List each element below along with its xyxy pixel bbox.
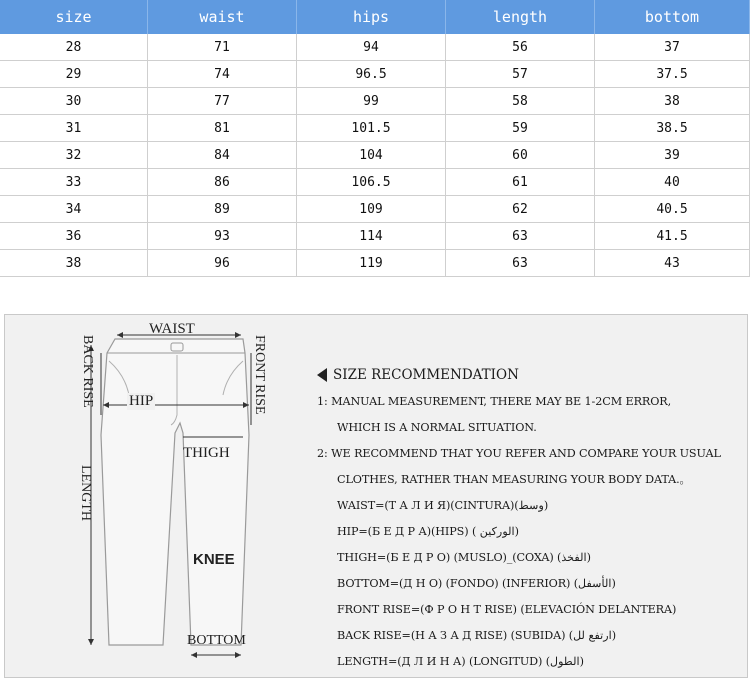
table-cell-waist: 74 (148, 61, 297, 88)
table-cell-hips: 96.5 (297, 61, 446, 88)
table-row (0, 196, 750, 223)
table-cell-bottom: 37.5 (595, 61, 750, 88)
note-1-line-1: 1: MANUAL MEASUREMENT, THERE MAY BE 1-2CM ERROR, (317, 395, 672, 408)
table-header-row (0, 0, 750, 34)
table-row (0, 34, 750, 61)
table-cell-waist: 81 (148, 115, 297, 142)
table-cell-size: 28 (0, 34, 148, 61)
recommendation-title-text: SIZE RECOMMENDATION (333, 367, 519, 383)
size-info-panel (4, 314, 748, 678)
table-cell-length: 63 (446, 250, 595, 277)
table-cell-size: 30 (0, 88, 148, 115)
table-row (0, 223, 750, 250)
table-cell-hips: 99 (297, 88, 446, 115)
table-row (0, 169, 750, 196)
knee-label: KNEE (193, 551, 235, 568)
note-1-line-2: WHICH IS A NORMAL SITUATION. (337, 421, 537, 434)
table-cell-length: 58 (446, 88, 595, 115)
table-cell-hips: 106.5 (297, 169, 446, 196)
size-recommendation (317, 367, 747, 675)
waist-label: WAIST (149, 321, 195, 337)
back-arrow-icon (317, 368, 327, 382)
hip-label: HIP (129, 393, 154, 409)
table-row (0, 115, 750, 142)
term-length: LENGTH=(Д Л И Н А) (LONGITUD) (الطول) (337, 655, 584, 668)
header-length: length (446, 0, 595, 34)
table-cell-bottom: 40 (595, 169, 750, 196)
back-rise-label: BACK RISE (80, 335, 95, 408)
table-cell-hips: 101.5 (297, 115, 446, 142)
table-cell-waist: 93 (148, 223, 297, 250)
table-row (0, 142, 750, 169)
table-row (0, 250, 750, 277)
table-cell-bottom: 37 (595, 34, 750, 61)
table-cell-waist: 86 (148, 169, 297, 196)
table-cell-size: 32 (0, 142, 148, 169)
thigh-label: THIGH (183, 445, 230, 461)
term-bottom: BOTTOM=(Д Н О) (FONDO) (INFERIOR) (الأسفل) (337, 577, 616, 590)
header-hips: hips (297, 0, 446, 34)
table-cell-hips: 109 (297, 196, 446, 223)
table-cell-waist: 89 (148, 196, 297, 223)
table-cell-length: 59 (446, 115, 595, 142)
table-cell-length: 56 (446, 34, 595, 61)
table-cell-hips: 104 (297, 142, 446, 169)
table-body (0, 34, 750, 277)
header-size: size (0, 0, 148, 34)
table-cell-waist: 71 (148, 34, 297, 61)
table-row (0, 88, 750, 115)
pants-outline (101, 339, 249, 645)
note-2-line-1: 2: WE RECOMMEND THAT YOU REFER AND COMPARE YOUR USUAL (317, 447, 721, 460)
table-cell-length: 57 (446, 61, 595, 88)
table-cell-size: 36 (0, 223, 148, 250)
table-cell-hips: 94 (297, 34, 446, 61)
table-cell-bottom: 40.5 (595, 196, 750, 223)
table-cell-size: 29 (0, 61, 148, 88)
term-front-rise: FRONT RISE=(Ф Р О Н Т RISE) (ELEVACIÓN DELANTERA) (337, 603, 677, 616)
table-cell-size: 31 (0, 115, 148, 142)
note-2-line-2: CLOTHES, RATHER THAN MEASURING YOUR BODY DATA.。 (337, 473, 691, 486)
table-cell-waist: 84 (148, 142, 297, 169)
table-cell-bottom: 39 (595, 142, 750, 169)
header-waist: waist (148, 0, 297, 34)
term-hip: HIP=(Б Е Д Р А)(HIPS) ( الوركين) (337, 525, 519, 538)
table-cell-bottom: 38.5 (595, 115, 750, 142)
term-back-rise: BACK RISE=(Н А З А Д RISE) (SUBIDA) (ارتفع لل) (337, 629, 617, 642)
table-cell-bottom: 38 (595, 88, 750, 115)
table-cell-bottom: 43 (595, 250, 750, 277)
table-cell-length: 60 (446, 142, 595, 169)
table-cell-size: 34 (0, 196, 148, 223)
size-table (0, 0, 750, 277)
header-bottom: bottom (595, 0, 750, 34)
table-cell-length: 61 (446, 169, 595, 196)
table-cell-length: 62 (446, 196, 595, 223)
term-waist: WAIST=(Т А Л И Я)(CINTURA)(وسط) (337, 499, 549, 512)
table-row (0, 61, 750, 88)
table-cell-bottom: 41.5 (595, 223, 750, 250)
table-cell-size: 33 (0, 169, 148, 196)
bottom-label: BOTTOM (187, 633, 246, 648)
table-cell-hips: 119 (297, 250, 446, 277)
table-cell-waist: 77 (148, 88, 297, 115)
table-cell-length: 63 (446, 223, 595, 250)
table-cell-size: 38 (0, 250, 148, 277)
term-thigh: THIGH=(Б Е Д Р О) (MUSLO)_(COXA) (الفخذ) (337, 551, 591, 564)
length-label: LENGTH (78, 465, 93, 521)
recommendation-title (317, 367, 747, 383)
front-rise-label: FRONT RISE (252, 335, 267, 415)
table-cell-waist: 96 (148, 250, 297, 277)
table-cell-hips: 114 (297, 223, 446, 250)
